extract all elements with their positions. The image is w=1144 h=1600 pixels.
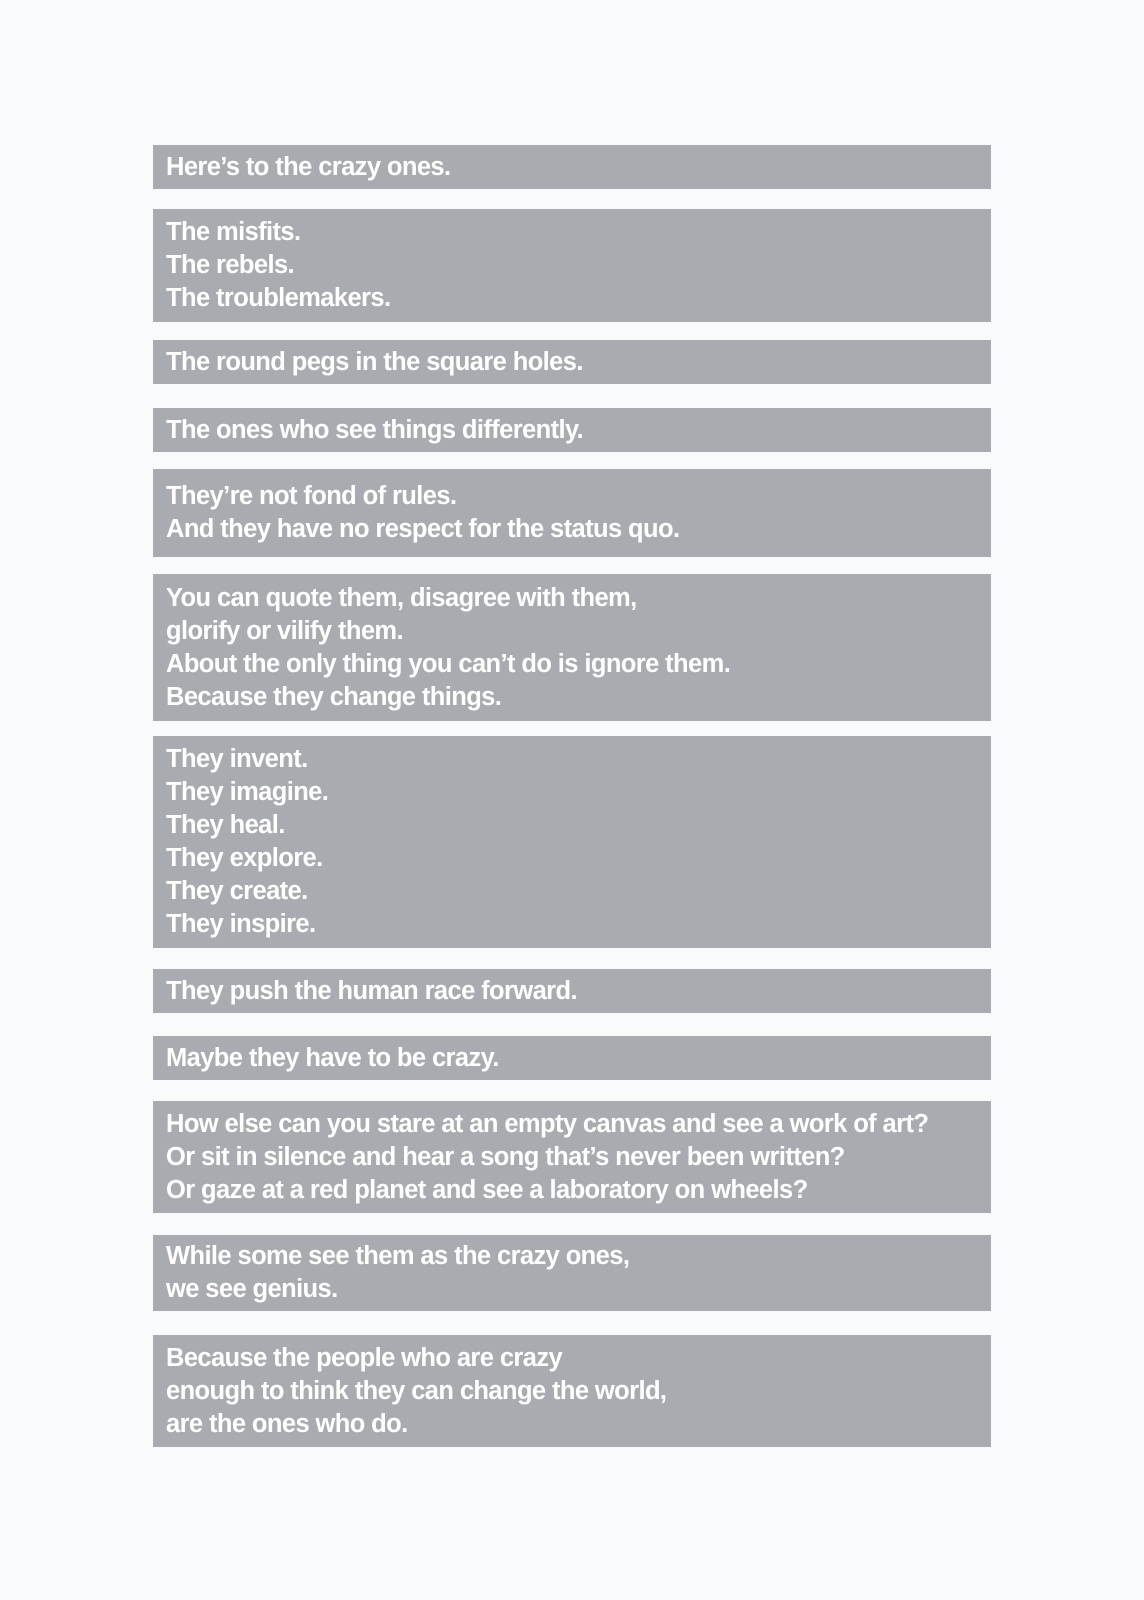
poem-line: The rebels. — [166, 251, 295, 279]
poem-line: They imagine. — [166, 778, 329, 806]
poem-line: The misfits. — [166, 218, 301, 246]
poem-line: The round pegs in the square holes. — [166, 347, 583, 376]
poem-line: enough to think they can change the world, — [166, 1376, 667, 1405]
poem-line: They create. — [166, 877, 308, 905]
stanza-6 — [153, 574, 991, 721]
stanza-8 — [153, 969, 991, 1013]
poem-line: They explore. — [166, 844, 323, 872]
poem-line: The ones who see things differently. — [166, 415, 584, 444]
stanza-12 — [153, 1335, 991, 1447]
poem-line: glorify or vilify them. — [166, 616, 403, 645]
poem-line: Or gaze at a red planet and see a laboratory on wheels? — [166, 1175, 808, 1204]
poem-line: we see genius. — [166, 1275, 338, 1303]
poem-line: They’re not fond of rules. — [166, 482, 457, 510]
poem-line: Here’s to the crazy ones. — [166, 152, 451, 181]
poem-line: And they have no respect for the status quo. — [166, 515, 680, 543]
stanza-2 — [153, 209, 991, 322]
stanza-4 — [153, 408, 991, 452]
poem-line: About the only thing you can’t do is ignore them. — [166, 649, 731, 678]
stanza-5 — [153, 469, 991, 557]
stanza-1 — [153, 145, 991, 189]
poem-line: You can quote them, disagree with them, — [166, 583, 637, 612]
stanza-7 — [153, 736, 991, 948]
poem-line: They heal. — [166, 811, 285, 839]
stanza-3 — [153, 340, 991, 384]
poem-line: How else can you stare at an empty canvas and see a work of art? — [166, 1109, 929, 1138]
poem-line: They push the human race forward. — [166, 976, 577, 1005]
poem-line: The troublemakers. — [166, 284, 391, 312]
poem-line: They inspire. — [166, 910, 316, 938]
stanza-9 — [153, 1036, 991, 1080]
poem-line: Or sit in silence and hear a song that’s never been written? — [166, 1142, 845, 1171]
poem-line: Because they change things. — [166, 682, 502, 711]
stanza-11 — [153, 1235, 991, 1311]
poem-line: Maybe they have to be crazy. — [166, 1043, 499, 1072]
poem-line: are the ones who do. — [166, 1409, 408, 1438]
poem-line: While some see them as the crazy ones, — [166, 1242, 630, 1270]
poem-line: Because the people who are crazy — [166, 1343, 563, 1372]
stanza-10 — [153, 1101, 991, 1213]
poem-line: They invent. — [166, 745, 308, 773]
